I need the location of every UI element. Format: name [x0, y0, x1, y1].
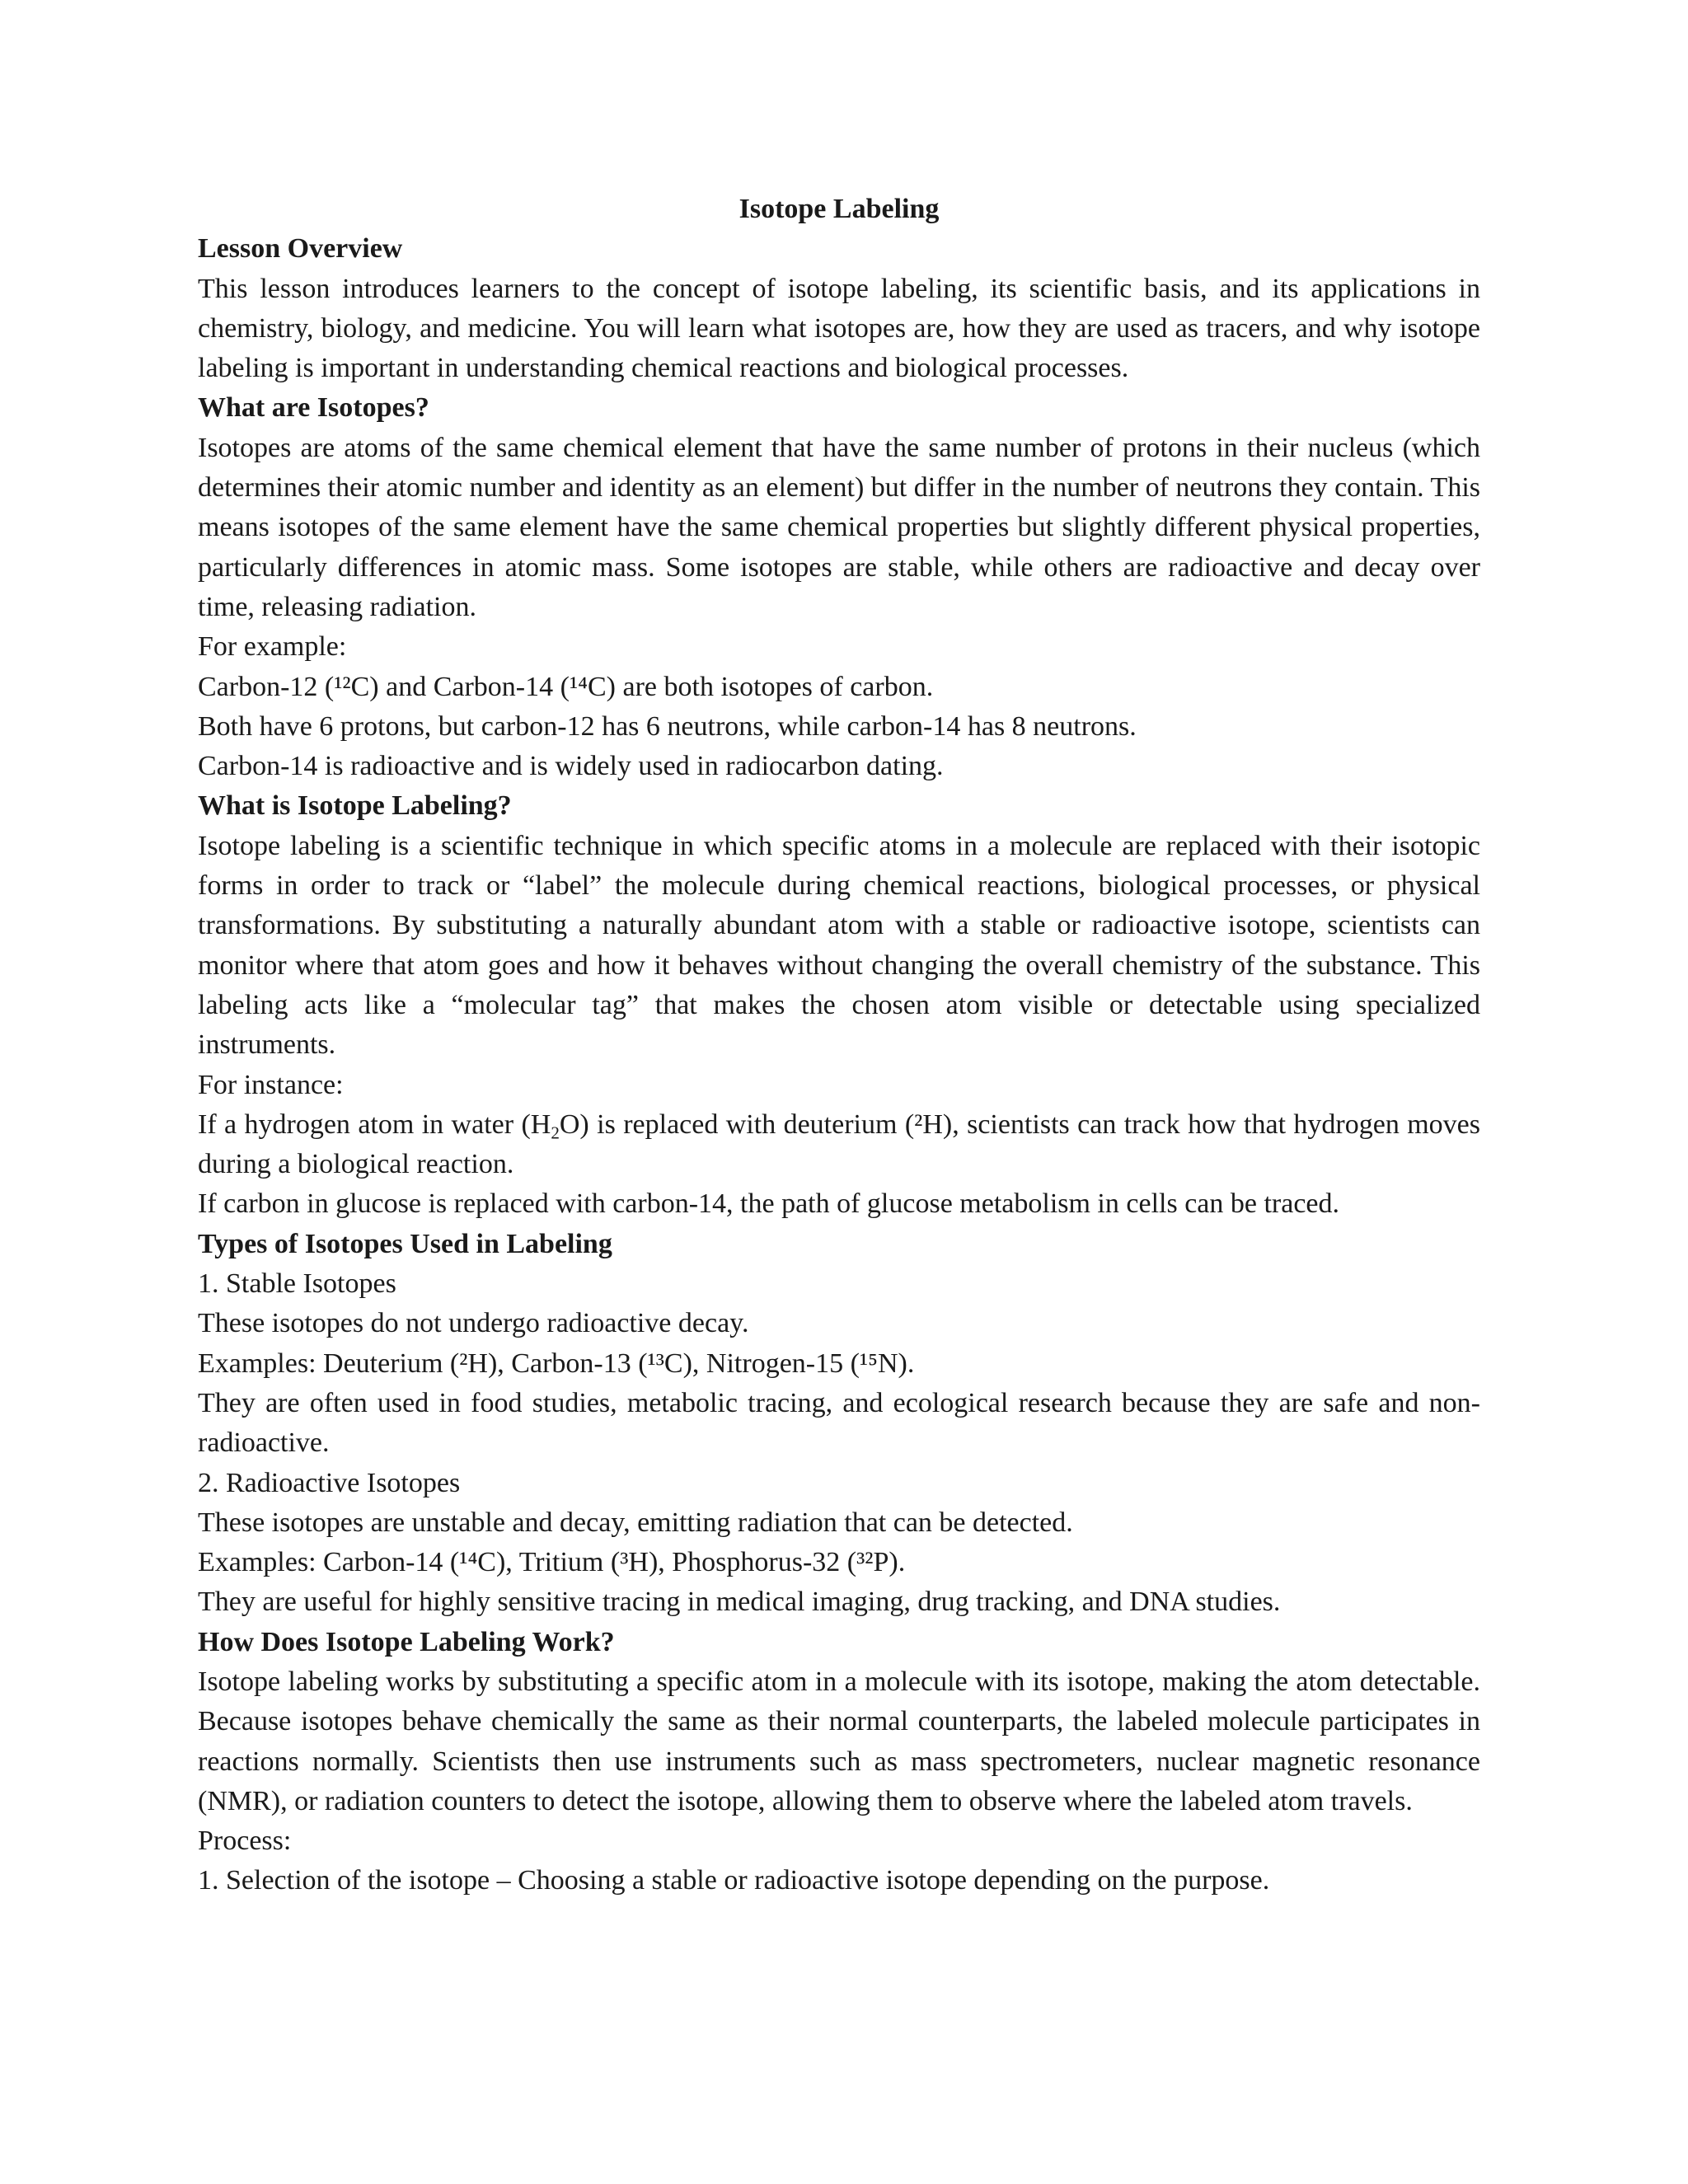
heading-how-labeling-works: How Does Isotope Labeling Work? — [198, 1626, 615, 1657]
stable-isotopes-examples: Examples: Deuterium (²H), Carbon-13 (¹³C), Nitrogen-15 (¹⁵N). — [198, 1347, 915, 1379]
stable-isotopes-title: 1. Stable Isotopes — [198, 1268, 396, 1300]
heading-what-are-isotopes: What are Isotopes? — [198, 392, 429, 424]
example-line-3: Carbon-14 is radioactive and is widely used in radiocarbon dating. — [198, 751, 944, 782]
process-step-1: 1. Selection of the isotope – Choosing a stable or radioactive isotope depending on the purpose. — [198, 1865, 1270, 1896]
stable-isotopes-description: These isotopes do not undergo radioactive decay. — [198, 1308, 749, 1339]
instance-1-text-end: O) is replaced with deuterium (²H), scientists can track how that hydrogen moves during a biological reaction. — [198, 1108, 1480, 1180]
example-line-2: Both have 6 protons, but carbon-12 has 6 neutrons, while carbon-14 has 8 neutrons. — [198, 710, 1137, 742]
water-subscript: 2 — [551, 1122, 560, 1143]
heading-types-of-isotopes: Types of Isotopes Used in Labeling — [198, 1228, 612, 1259]
heading-lesson-overview: Lesson Overview — [198, 233, 403, 265]
radioactive-isotopes-title: 2. Radioactive Isotopes — [198, 1467, 461, 1498]
instance-intro: For instance: — [198, 1069, 344, 1100]
instance-1-text-start: If a hydrogen atom in water (H — [198, 1108, 551, 1140]
document-page — [198, 190, 1480, 1901]
document-title: Isotope Labeling — [738, 194, 940, 224]
labeling-paragraph: Isotope labeling is a scientific technique in which specific atoms in a molecule are replaced with their isotopic forms in order to track or “label” the molecule during chemical reactions, biological processes, or physical transformations. By substituting a naturally abundant atom with a stable or radioactive isotope, scientists can monitor where that atom goes and how it behaves without changing the overall chemistry of the substance. This labeling acts like a “molecular tag” that makes the chosen atom visible or detectable using specialized instruments. — [198, 830, 1480, 1061]
overview-paragraph: This lesson introduces learners to the concept of isotope labeling, its scientific basis, and its applications in chemistry, biology, and medicine. You will learn what isotopes are, how they are used as tracers, and why isotope labeling is important in understanding chemical reactions and biological processes. — [198, 273, 1480, 384]
example-line-1: Carbon-12 (¹²C) and Carbon-14 (¹⁴C) are both isotopes of carbon. — [198, 671, 934, 702]
isotopes-paragraph: Isotopes are atoms of the same chemical element that have the same number of protons in their nucleus (which determines their atomic number and identity as an element) but differ in the number of neutrons they contain. This means isotopes of the same element have the same chemical properties but slightly different physical properties, particularly differences in atomic mass. Some isotopes are stable, while others are radioactive and decay over time, releasing radiation. — [198, 432, 1480, 622]
process-label: Process: — [198, 1825, 292, 1857]
instance-line-1 — [198, 1105, 1480, 1185]
radioactive-isotopes-description: These isotopes are unstable and decay, emitting radiation that can be detected. — [198, 1507, 1073, 1538]
heading-what-is-isotope-labeling: What is Isotope Labeling? — [198, 790, 512, 822]
stable-isotopes-use: They are often used in food studies, metabolic tracing, and ecological research because they are safe and non-radioactive. — [198, 1387, 1480, 1459]
radioactive-isotopes-examples: Examples: Carbon-14 (¹⁴C), Tritium (³H), Phosphorus-32 (³²P). — [198, 1547, 906, 1578]
radioactive-isotopes-use: They are useful for highly sensitive tracing in medical imaging, drug tracking, and DNA studies. — [198, 1586, 1281, 1618]
instance-line-2: If carbon in glucose is replaced with carbon-14, the path of glucose metabolism in cells can be traced. — [198, 1188, 1340, 1220]
example-intro: For example: — [198, 631, 347, 663]
how-paragraph: Isotope labeling works by substituting a specific atom in a molecule with its isotope, making the atom detectable. Because isotopes behave chemically the same as their normal counterparts, the labeled molecule participates in reactions normally. Scientists then use instruments such as mass spectrometers, nuclear magnetic resonance (NMR), or radiation counters to detect the isotope, allowing them to observe where the labeled atom travels. — [198, 1666, 1480, 1816]
